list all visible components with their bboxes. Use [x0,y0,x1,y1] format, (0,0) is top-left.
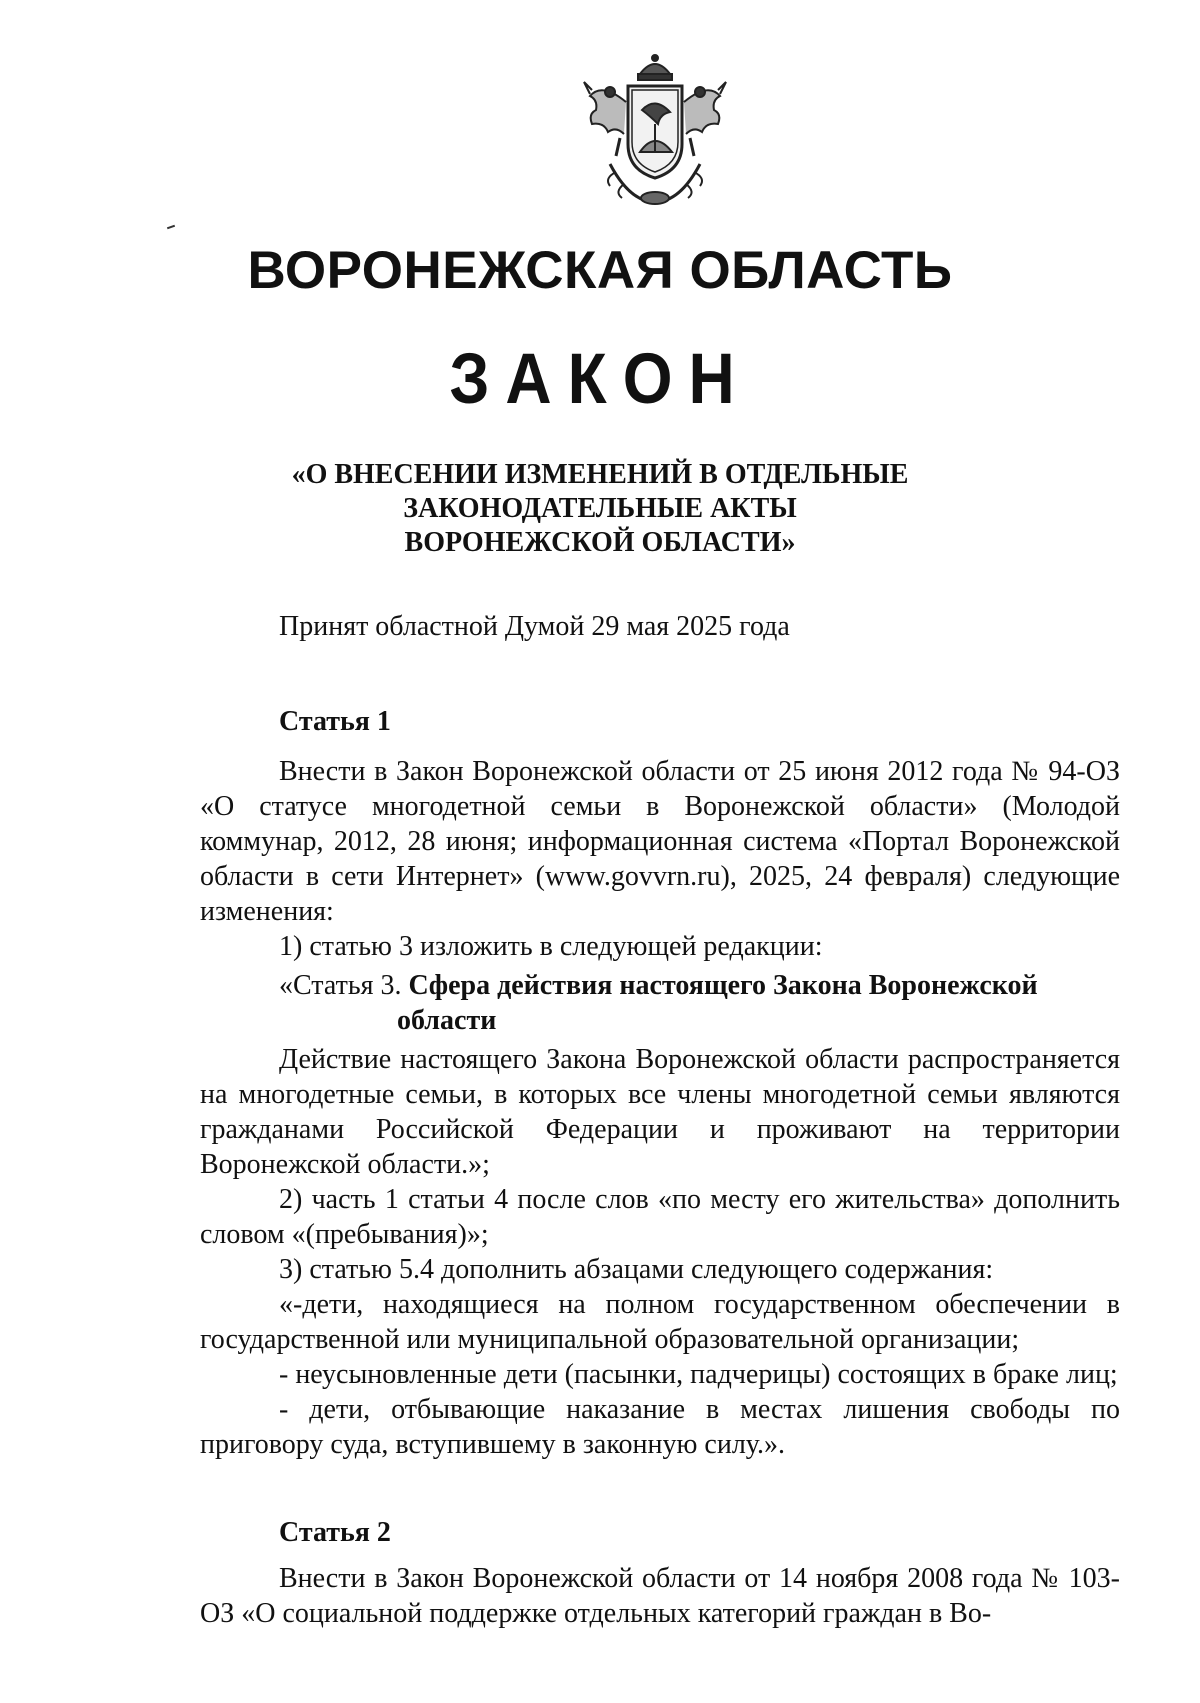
law-title-line: «О ВНЕСЕНИИ ИЗМЕНЕНИЙ В ОТДЕЛЬНЫЕ [291,459,909,490]
quoted-article-3-heading [200,968,1120,1038]
article-1-subitem-2: - неусыновленные дети (пасынки, падчерицы) состоящих в браке лиц; [279,1359,1118,1390]
region-name: ВОРОНЕЖСКАЯ ОБЛАСТЬ [247,241,953,300]
article-1-item-3: 3) статью 5.4 дополнить абзацами следующего содержания: [279,1254,994,1285]
article-1-body [200,754,1120,1462]
article-2-intro: Внести в Закон Воронежской области от 14 ноября 2008 года № 103-ОЗ «О социальной поддержке отдельных категорий граждан в Во- [200,1563,1120,1629]
document-type: ЗАКОН [449,338,751,419]
article-1-heading: Статья 1 [279,706,391,737]
article-2-heading: Статья 2 [279,1517,391,1548]
article-1-item-2: 2) часть 1 статьи 4 после слов «по месту его жительства» дополнить словом «(пребывания)»; [200,1184,1120,1250]
quoted-article-title-cont: области [397,1005,497,1036]
article-1-subitem-3: - дети, отбывающие наказание в местах лишения свободы по приговору суда, вступившему в законную силу.». [200,1394,1120,1460]
law-title-line: ЗАКОНОДАТЕЛЬНЫЕ АКТЫ [403,493,797,524]
quoted-article-prefix: «Статья 3. [279,970,409,1001]
article-2-body [200,1561,1120,1631]
adoption-note: Принят областной Думой 29 мая 2025 года [279,611,790,642]
quoted-article-title: Сфера действия настоящего Закона Воронежской [408,970,1038,1001]
law-title [0,458,1200,560]
article-1-subitem-1: «-дети, находящиеся на полном государственном обеспечении в государственной или муниципальной образовательной организации; [200,1289,1120,1355]
article-1-intro: Внести в Закон Воронежской области от 25 июня 2012 года № 94-ОЗ «О статусе многодетной семьи в Воронежской области» (Молодой коммунар, 2012, 28 июня; информационная система «Портал Воронежской области в сети Интернет» (www.govvrn.ru), 2025, 24 февраля) следующие изменения: [200,756,1120,927]
scan-speck [167,225,175,230]
law-title-line: ВОРОНЕЖСКОЙ ОБЛАСТИ» [404,527,796,558]
quoted-article-body: Действие настоящего Закона Воронежской области распространяется на многодетные семьи, в которых все члены многодетной семьи являются гражданами Российской Федерации и проживают на территории Воронежской области.»; [200,1044,1120,1180]
article-1-item-1: 1) статью 3 изложить в следующей редакции: [279,931,823,962]
coat-of-arms-icon [580,52,730,210]
